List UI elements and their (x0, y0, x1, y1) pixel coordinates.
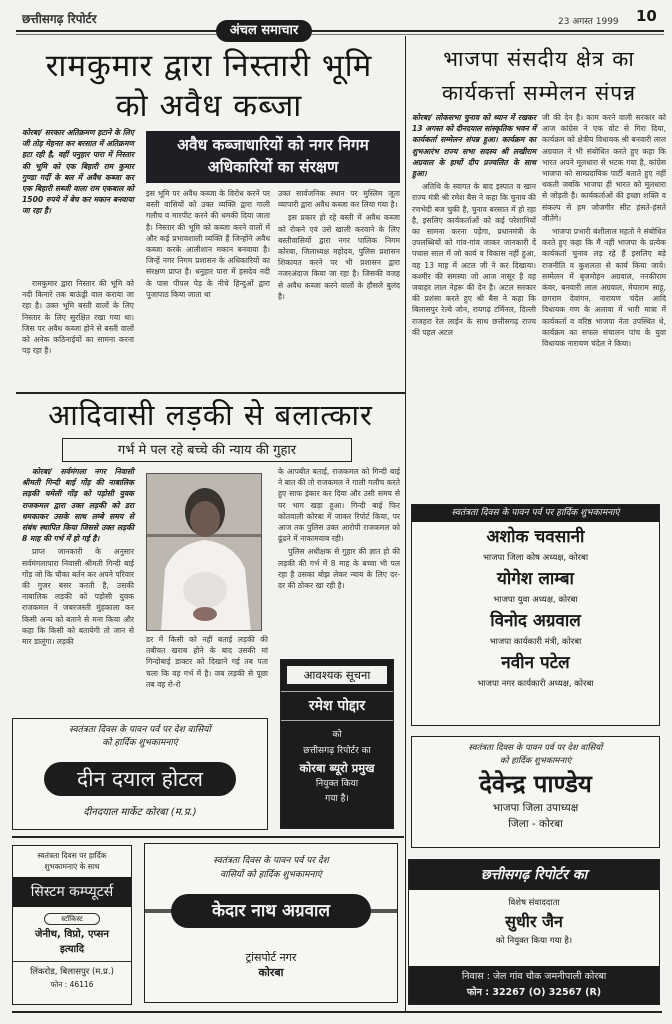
story2-photo-caption-col (146, 634, 268, 692)
story1-col1-text: रामकुमार द्वारा निस्तार की भूमि को नदी किनारे तक बाऊंड्री वाल कराया जा रहा है। उक्त भूमि बस्ती वालों के लिए निस्तार के लिए सुरक्षित रखा गया था। जिस पर अवैध कब्जा होने से बस्ती वालों को अनेक कठिनाईयों का सामना करना पड़ रहा है। (22, 279, 134, 356)
notice-line5: गया है। (325, 794, 349, 804)
notice-line2: छत्तीसगढ़ रिपोर्टर का (303, 746, 371, 756)
notice-label: आवश्यक सूचना (287, 666, 387, 684)
story3-headline-line2: कार्यकर्त्ता सम्मेलन संपन्न (441, 81, 637, 105)
section-label: अंचल समाचार (216, 20, 312, 42)
kedar-name: केदार नाथ अग्रवाल (171, 894, 371, 928)
notice-line3: कोरबा ब्यूरो प्रमुख (299, 761, 375, 775)
kedar-greeting-line1: स्वतंत्रता दिवस के पावन पर्व पर देश (213, 856, 329, 866)
story1-subhead-text: अवैध कब्जाधारियों को नगर निगम अधिकारियों का संरक्षण (177, 136, 369, 176)
masthead-rule (16, 30, 664, 32)
person-name: विनोद अग्रवाल (490, 611, 581, 631)
person-title: भाजपा कार्यकारी मंत्री, कोरबा (489, 637, 582, 647)
ad-bjp-person-0 (412, 526, 659, 568)
kedar-greeting-line2: वासियों को हार्दिक शुभकामनाएं (220, 870, 322, 880)
story3-col2-text1: जी की देन है। काम करने वाली सरकार को आज कांग्रेस ने एक वोट से गिरा दिया, कार्यक्रम को क्षेत्रीय विधायक श्री बनवारी लाल अग्रवाल ने भी संबोधित करते हुए कहा कि भारत अपने मूलधारा से भटक गया है, कांग्रेस भाजपा को साम्प्रदायिक पार्टी बताते हुए नहीं थकती जबकि भाजपा ही भारत को मूलधारा से जोड़ती है। कार्यकर्ताओं की इच्छा शक्ति व संकल्प से हम जोजगीर सीट हंसते-हंसते जीतेंगे। (542, 113, 666, 223)
hotel-address: दीनदयाल मार्केट कोरबा (म.प्र.) (83, 807, 197, 818)
ad-hotel (12, 718, 268, 830)
computers-brands-line1: जेनीथ, विप्रो, एप्सन (35, 929, 109, 940)
ad-kedar (144, 843, 398, 1003)
story3-lead: कोरबा/ लोकसभा चुनाव को ध्यान में रखकर 13 अगस्त को दीनदयाल सांस्कृतिक भवन में कार्यकर्ता सम्मेलन संपन्न हुआ। कार्यक्रम का शुभआरंभ राज्य सभा सदस्य श्री लखीराम अग्रवाल के हाथों दीप प्रज्वलित के साथ हुआ। (412, 113, 536, 179)
story1-col2 (146, 188, 270, 302)
reporter-residence: निवास : जेल गांव चौक जमनीपाली कोरबा (461, 971, 607, 982)
story1-headline (16, 46, 402, 126)
story2-col1-text: प्राप्त जानकारी के अनुसार सर्वमंगलापारा निवासी श्रीमती गिन्दी बाई गोंड़ जो कि चौका बर्तन कर अपने परिवार की गुजर बसर करती है, उसकी नाबालिक लड़की को पड़ोसी युवक राजकमल ने जबरजस्ती मुंहकाला कर किसी अन्य को बताने से मना किया और कहा कि किसी को बतायेगी तो जान से मार डालूंगा। लड़की (22, 547, 135, 647)
reporter-role: विशेष संवाददाता (508, 898, 560, 908)
kedar-address-line2: कोरबा (258, 966, 284, 979)
story3-col1 (412, 112, 536, 340)
reporter-phone: फोन : 32267 (O) 32567 (R) (466, 987, 602, 998)
person-title: भाजपा जिला कोष अध्यक्ष, कोरबा (482, 553, 589, 563)
story1-col2-text: इस भूमि पर अवैध कब्जा के विरोध करने पर बस्ती वासियों को उक्त व्यक्ति द्वारा गाली गलौच व मारपीट करने की धमकी दिया जाता है। निस्तार की भूमि को कब्जा करने वालों में और कई प्रभावशाली व्यक्ति हैं जिन्होंने अवैध कब्जा करके आलीशान मकान बनवाया है। जिन्हें नगर निगम प्रशासन के अधिकारियों का संरक्षण प्राप्त है। धनुहार पारा में हसदेव नदी के पास पीपल पेड़ के नीचे हिन्दुओं द्वारा पूजापाठ किया जाता था (146, 189, 270, 299)
story2-lead: कोरबा/ सर्वमंगला नगर निवासी श्रीमती गिन्दी बाई गोंड़ की नाबालिक लड़की चमेली गोंड़ को पड़ोसी युवक राजकमल द्वारा उक्त लड़की को डरा धमकाकर उसके साथ लम्बे समय से संबंध स्थापित किया जिससे उक्त लड़की 8 माह की गर्भ में हो गई है। (22, 467, 134, 544)
story1-col3-text2: इस प्रकार हो रहे बस्ती में अवैध कब्जा को रोकने एवं उसे खाली करवाने के लिए बस्तीवासियों द्वारा नगर पालिक निगम कोरबा, जिलाध्यक्ष महोदय, पुलिस प्रशासन शिकायत करने पर भी प्रशासन द्वारा नजरअंदाज किया जा रहा है। जिसकी वजह से अवैध कब्जा करने वालों के हौसले बुलंद है। (278, 213, 400, 301)
hotel-name: दीन दयाल होटल (44, 762, 236, 796)
reporter-name: सुधीर जैन (505, 912, 563, 931)
reporter-header: छत्तीसगढ़ रिपोर्टर का (409, 860, 659, 890)
notice-line1: को (332, 730, 342, 740)
victim-photo (146, 473, 262, 631)
person-photo-icon (147, 474, 262, 631)
story3-col2-text2: भाजपा प्रभारी बंशीलाल महतो ने संबोधित करते हुए कहा कि मैं नहीं भाजपा के प्रत्येक कार्यकर्ता चुनाव लड़ रहे हैं इसलिए बड़े राजनीति व कुशलता से कार्य किया जाये। सम्मेलन में बृजमोहन अग्रवाल, ननकीराम कंवर, बनवारी लाल अग्रवाल, मेघाराम साहू, छगराम देवांगन, नारायण चंदेल आदि विधायक गण के अलावा में भारी मात्रा में कार्यकर्ता व वरिष्ठ भाजपा नेता उपस्थित थे, कार्यक्रम का सफल संचालन पांच के युवा विधायक नारायण चंदेल ने किया। (542, 227, 666, 349)
ad-computers (12, 845, 132, 1005)
story1-lead: कोरबा/ सरकार अतिक्रमण हटाने के लिए जी तोड़ मेहनत कर बरसात में अतिक्रमण हटा रही है, वहीं पनुहार पारा में निस्तार की भूमि को एक बिहारी राम कुमार गुण्डा गर्दी के बल में अवैध कब्जा कर एक बिहारी सब्जी वाला राम एकबाल को 1500 रुपये में बेच कर मकान बनवाया जा रहा है। (22, 128, 134, 216)
column-divider (405, 36, 406, 1011)
person-name: अशोक चवसानी (486, 527, 585, 547)
computers-greeting-line2: शुभकामनाएं के साथ (44, 862, 100, 871)
ad-notice (280, 659, 394, 829)
ad-bjp-person-2 (412, 610, 659, 652)
ads-top-rule (12, 836, 404, 838)
story1-subhead (146, 131, 400, 183)
person-name: नवीन पटेल (501, 653, 570, 673)
story2-subhead: गर्भ मे पल रहे बच्चे की न्याय की गुहार (117, 443, 297, 458)
hotel-greeting-line1: स्वतंत्रता दिवस के पावन पर्व पर देश वासियों (69, 725, 211, 735)
ad-devendra (411, 736, 660, 848)
story1-headline-line2: को अवैध कब्जा (115, 88, 303, 124)
masthead-page-number: 10 (636, 7, 657, 25)
story2-subhead-box (62, 438, 352, 462)
story2-col2-text: डर में किसी को नहीं बताई लड़की की तबीयत खराब होने के बाद उसकी मां गिन्दोबाई डाक्टर को दिखाने गई तब पता चला कि वह गर्भ में है। जब लड़की से पूछा तब वह रो-रो (146, 635, 268, 689)
person-title: भाजपा युवा अध्यक्ष, कोरबा (493, 595, 578, 605)
computers-name: सिस्टम कम्प्यूटर्स (13, 877, 131, 907)
story3-col1-text: अतिथि के स्वागत के बाद इस्पात व खान राज्य मंत्री श्री रमेश बैस ने कहा कि चुनाव की रणभेदी बज चुकी है, चुनाव बरसात में हो रहा है, इसलिए कार्यकर्ताओं को कई परेशानियों का सामना करना पड़ेगा, प्रधानमंत्री के उपलब्धियों को गांव-गांव जाकर जानकारी दें पचास साल में जो कार्य व विकास नहीं हुआ, वह 13 माह में अटल जी ने कर दिखाया। कश्मीर की समस्या जो आज नासूर है वह जवाहर लाल नेहरू की देन है। अटल सरकार की प्रशंसा करते हुए श्री बैस ने कहा कि बिलासपुर रेल्वे जोन, रायगढ़ टर्मिनल, दिल्ली राजहरा रेल लाईन के साथ छत्तीसगढ़ राज्य की पहल अटल (412, 182, 536, 337)
reporter-contact (409, 966, 659, 1004)
story1-col3-text1: उक्त सार्वजनिक स्थान पर मुस्लिम जूता व्यापारी द्वारा अवैध कब्जा कर लिया गया है। (278, 189, 400, 210)
page-bottom-rule (12, 1011, 662, 1013)
masthead-rule-thin (16, 34, 664, 35)
story1-col3 (278, 188, 400, 304)
hotel-greeting-line2: को हार्दिक शुभकामनाएं (102, 738, 178, 748)
devendra-title: भाजपा जिला उपाध्यक्ष (492, 802, 579, 814)
ad-bjp-greetings (411, 504, 660, 726)
notice-name: रमेश पोद्दार (308, 698, 366, 714)
story2-col3-text1: के आपबीत बताई, राजकमल को गिन्दी बाई ने बात की तो राजकमल ने गाली गलौच करते हुए साफ इंकार कर दिया और उसी समय से घर भाग खड़ा हुआ। गिन्दी बाई फिर कोतवाली कोरबा में जाकर रिपोर्ट किया, पर आज तक पुलिस उक्त आरोपी राजकमल को ढूंढने में नाकामयाब रही। (278, 467, 400, 544)
ad-reporter (408, 859, 660, 1005)
story3-col2 (542, 112, 666, 351)
masthead-paper-name: छत्तीसगढ़ रिपोर्टर (22, 12, 97, 26)
ad-bjp-person-1 (412, 568, 659, 610)
story2-col3-text2: पुलिस अधीक्षक से गुहार की ज्ञात हो की लड़की की गर्भ में 8 माह के बच्चा भी पल रहा है उसका बोझ लेकर न्याय के लिए दर-दर की ठोकर खा रही है। (278, 547, 400, 591)
notice-line4: नियुक्त किया (315, 779, 359, 789)
computers-greeting-line1: स्वतंत्रता दिवस पर हार्दिक (37, 851, 107, 860)
computers-address: लिंकरोड, बिलासपुर (म.प्र.) (30, 967, 114, 977)
devendra-place: जिला - कोरबा (508, 818, 563, 830)
story1-bottom-rule (16, 392, 405, 394)
person-title: भाजपा नगर कार्यकारी अध्यक्ष, कोरबा (477, 679, 594, 689)
ad-bjp-banner: स्वतंत्रता दिवस के पावन पर्व पर हार्दिक शुभकामनाएं (412, 505, 659, 522)
computers-phone: फोन : 46116 (50, 980, 94, 989)
ad-bjp-person-3 (412, 652, 659, 694)
reporter-appointed: को नियुक्त किया गया है। (495, 936, 573, 946)
story2-headline: आदिवासी लड़की से बलात्कार (48, 398, 373, 432)
kedar-address-line1: ट्रांसपोर्ट नगर (245, 951, 297, 964)
devendra-greeting-line2: को हार्दिक शुभकामनाएं (499, 756, 572, 766)
computers-tag: स्टॉकिस्ट (44, 913, 100, 925)
person-name: योगेश लाम्बा (497, 569, 574, 589)
story1-headline-line1: रामकुमार द्वारा निस्तारी भूमि (45, 48, 373, 84)
devendra-name: देवेन्द्र पाण्डेय (479, 770, 592, 798)
computers-brands-line2: इत्यादि (59, 944, 85, 955)
story2-col1 (22, 466, 134, 649)
devendra-greeting-line1: स्वतंत्रता दिवस के पावन पर्व पर देश वासियों (468, 743, 603, 753)
story1-col1-para (22, 278, 134, 358)
masthead-date: 23 अगस्त 1999 (558, 17, 619, 27)
story3-headline (410, 42, 668, 110)
story2-col3 (278, 466, 400, 593)
story3-headline-line1: भाजपा संसदीय क्षेत्र का (443, 47, 635, 71)
